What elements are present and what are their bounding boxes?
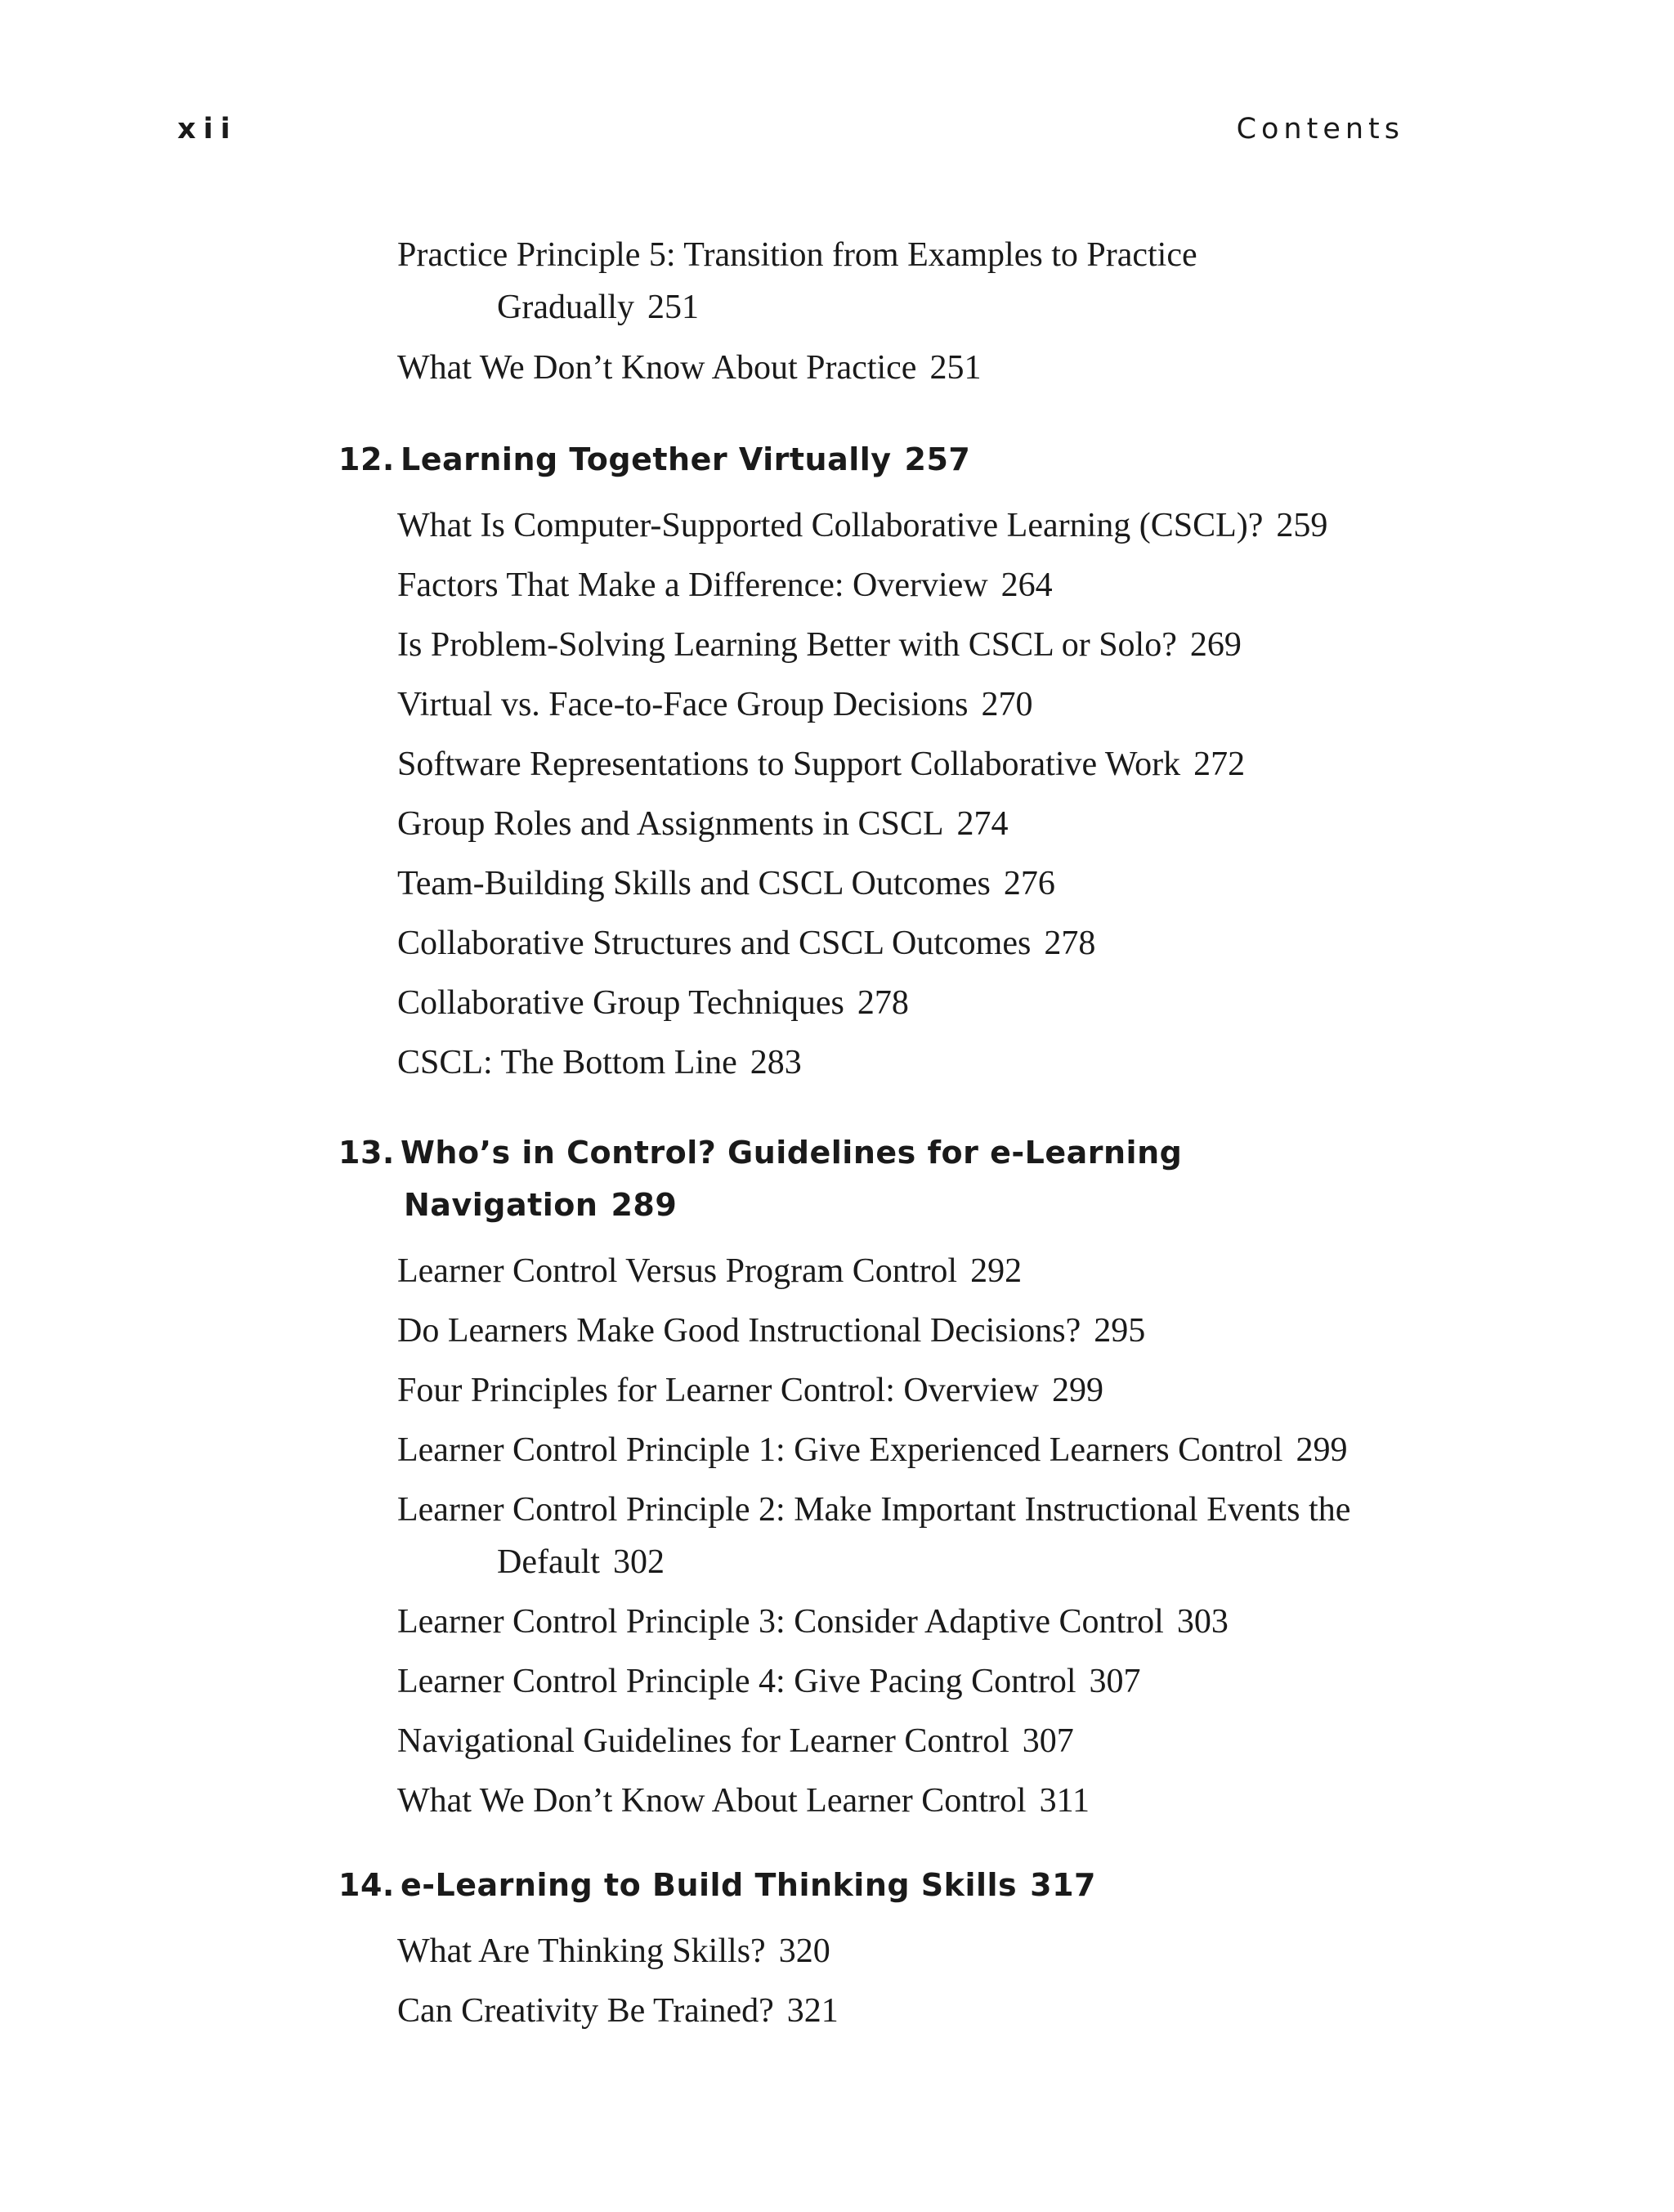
toc-entry-title: Four Principles for Learner Control: Overview	[397, 1372, 1039, 1409]
toc-entry-title: What We Don’t Know About Learner Control	[397, 1782, 1027, 1820]
toc-entry	[397, 738, 1419, 790]
toc-page-ref: 274	[956, 805, 1009, 843]
toc-entry-title-continued: Default	[497, 1543, 600, 1581]
toc-entry	[397, 798, 1419, 850]
toc-page-ref: 276	[1003, 865, 1055, 902]
toc-entry-title: Practice Principle 5: Transition from Examples to Practice	[397, 236, 1197, 274]
toc-page-ref: 251	[929, 349, 982, 387]
toc-entry-title: Factors That Make a Difference: Overview	[397, 566, 988, 604]
toc-entry-title: What Is Computer-Supported Collaborative Learning (CSCL)?	[397, 507, 1264, 544]
toc-page-ref: 299	[1296, 1431, 1348, 1469]
toc-entry	[397, 678, 1419, 731]
toc-page-ref: 269	[1189, 626, 1242, 664]
toc-page-ref: 320	[778, 1932, 830, 1970]
toc-entry	[397, 1364, 1419, 1417]
toc-entry-title: Software Representations to Support Collaborative Work	[397, 746, 1181, 783]
chapter-heading	[338, 1859, 1401, 1911]
toc-page-ref: 292	[970, 1252, 1023, 1290]
toc-entry-title: Is Problem-Solving Learning Better with CSCL or Solo?	[397, 626, 1177, 664]
toc-entry-title: CSCL: The Bottom Line	[397, 1044, 737, 1081]
toc-page-ref: 278	[1044, 925, 1096, 962]
chapter-heading	[338, 433, 1401, 486]
toc-entry-title: Group Roles and Assignments in CSCL	[397, 805, 944, 843]
toc-entry	[397, 1775, 1419, 1827]
toc-page-ref: 264	[1000, 566, 1053, 604]
toc-entry-title: Learner Control Principle 2: Make Important Instructional Events the	[397, 1491, 1351, 1529]
toc-entry	[397, 1424, 1419, 1476]
toc-entry-title: Learner Control Principle 3: Consider Adaptive Control	[397, 1603, 1164, 1641]
chapter-title: Who’s in Control? Guidelines for e-Learning	[401, 1135, 1183, 1171]
toc-page-ref: 311	[1039, 1782, 1090, 1820]
chapter-title: Learning Together Virtually	[401, 441, 892, 477]
toc-entry-title: Team-Building Skills and CSCL Outcomes	[397, 865, 991, 902]
toc-entry	[397, 1925, 1419, 1977]
toc-page-ref: 295	[1094, 1312, 1146, 1350]
toc-entry	[397, 619, 1419, 671]
toc-entry-title: Do Learners Make Good Instructional Decisions?	[397, 1312, 1081, 1350]
toc-entry-title: Collaborative Group Techniques	[397, 984, 844, 1022]
toc-page-ref: 272	[1193, 746, 1246, 783]
toc-entry-title: Learner Control Principle 4: Give Pacing Control	[397, 1663, 1076, 1700]
chapter-title: e-Learning to Build Thinking Skills	[401, 1867, 1018, 1903]
chapter-page-ref: 289	[611, 1187, 678, 1223]
toc-entry	[397, 229, 1419, 334]
chapter-page-ref: 317	[1030, 1867, 1096, 1903]
toc-page-ref: 307	[1022, 1722, 1074, 1760]
toc-entry-title: Navigational Guidelines for Learner Control	[397, 1722, 1009, 1760]
toc-entry-title: Learner Control Principle 1: Give Experienced Learners Control	[397, 1431, 1283, 1469]
toc-entry	[397, 1245, 1419, 1297]
toc-entry	[397, 1655, 1419, 1708]
toc-entry-title: Virtual vs. Face-to-Face Group Decisions	[397, 686, 969, 723]
chapter-number: 12.	[338, 441, 395, 477]
chapter-number: 13.	[338, 1135, 395, 1171]
toc-page-ref: 278	[857, 984, 909, 1022]
toc-page-ref: 283	[750, 1044, 802, 1081]
toc-entry	[397, 1985, 1419, 2037]
chapter-title-continued: Navigation	[404, 1187, 598, 1223]
toc-page-ref: 299	[1051, 1372, 1103, 1409]
toc-entry	[397, 1305, 1419, 1357]
toc-entry-title-continued: Gradually	[497, 289, 634, 326]
toc-page-ref: 303	[1176, 1603, 1229, 1641]
toc-entry	[397, 1484, 1419, 1588]
toc-entry	[397, 1037, 1419, 1089]
toc-entry	[397, 1715, 1419, 1767]
chapter-number: 14.	[338, 1867, 395, 1903]
toc-page-ref: 307	[1089, 1663, 1141, 1700]
toc-entry-title: What We Don’t Know About Practice	[397, 349, 917, 387]
toc-page-ref: 302	[612, 1543, 665, 1581]
toc-entry	[397, 857, 1419, 910]
chapter-page-ref: 257	[904, 441, 971, 477]
toc-page-ref: 321	[786, 1992, 839, 2030]
toc-entry-title: What Are Thinking Skills?	[397, 1932, 766, 1970]
toc-entry-title: Can Creativity Be Trained?	[397, 1992, 774, 2030]
toc-entry-title: Learner Control Versus Program Control	[397, 1252, 958, 1290]
toc-entry	[397, 499, 1419, 552]
running-header-title: Contents	[1236, 113, 1404, 146]
toc-entry	[397, 342, 1419, 394]
toc-entry	[397, 917, 1419, 969]
toc-entry-title: Collaborative Structures and CSCL Outcomes	[397, 925, 1032, 962]
toc-page-ref: 259	[1276, 507, 1328, 544]
toc-page-ref: 270	[981, 686, 1033, 723]
toc-page-ref: 251	[647, 289, 699, 326]
toc-entry	[397, 1596, 1419, 1648]
chapter-heading	[338, 1126, 1401, 1231]
page-number: xii	[177, 113, 238, 146]
toc-entry	[397, 977, 1419, 1029]
toc-entry	[397, 559, 1419, 611]
